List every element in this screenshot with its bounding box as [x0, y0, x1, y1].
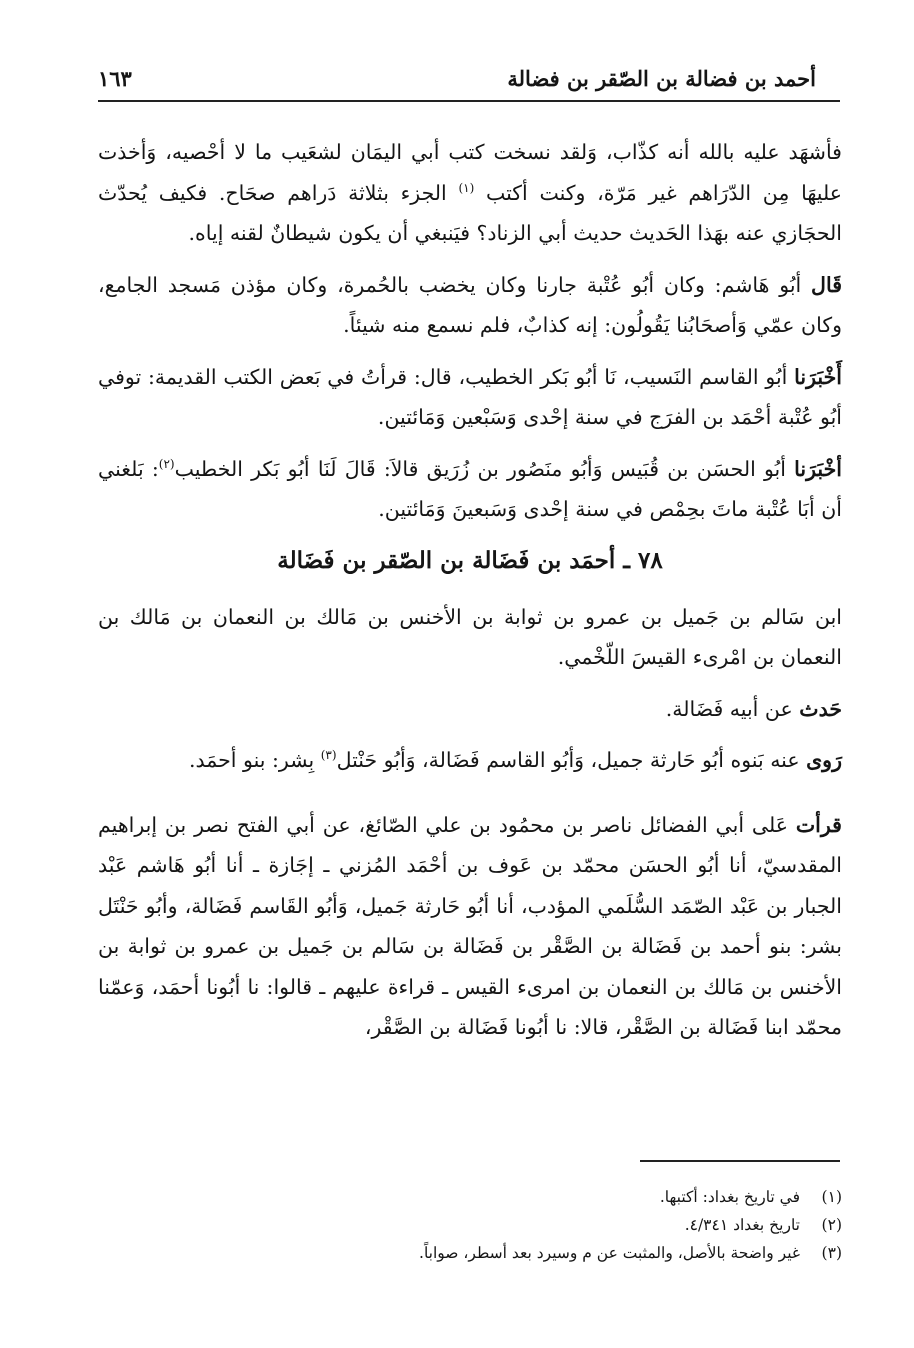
- footnote-number: (٣): [821, 1244, 842, 1262]
- paragraph-text: عنه بَنوه أبُو حَارثة جميل، وَأبُو القاسم فَضَالة، وَأبُو حَنْتل: [336, 748, 800, 772]
- page-header: [98, 66, 816, 100]
- paragraph-8: [98, 805, 842, 1048]
- header-rule: [98, 100, 840, 102]
- paragraph-7: [98, 740, 842, 781]
- paragraph-5: [98, 597, 842, 678]
- paragraph-4: [98, 449, 842, 530]
- footnote: [98, 1239, 842, 1267]
- page-number: ١٦٣: [98, 66, 132, 91]
- footnote-text: في تاريخ بغداد: أكتبها.: [659, 1188, 800, 1206]
- paragraph-lead: حَدث: [799, 696, 842, 721]
- footnote: [98, 1211, 842, 1239]
- paragraph-2: [98, 265, 842, 346]
- paragraph-lead: قَال: [811, 272, 842, 297]
- paragraph-text: عَلى أبي الفضائل ناصر بن محمُود بن علي الصّائغ، عن أبي الفتح نصر بن إبراهيم المقدسيّ، أنا أبُو الحسَن محمّد بن عَوف بن أحْمَد المُزني ـ إجَازة ـ أنا أبُو هَاشم عَبْد الجبار بن عَبْد الصّمَد السُّلَمي المؤدب، أنا أبُو حَارثة جَميل، وَأبُو القَاسم فَضَالة، وأبُو حَنْتَل بشر: بنو أحمد بن فَضَالة بن الصَّقْر بن فَضَالة بن سَالم بن جَميل بن عمرو بن ثوابة بن الأخنس بن مَالك بن النعمان بن امرىء القيس ـ قراءة عليهم ـ قالوا: نا أبُونا أحمَد، وَعمّنا محمّد ابنا فَضَالة بن الصَّقْر، قالا: نا أبُونا فَضَالة بن الصَّقْر،: [98, 812, 842, 1039]
- footnote-number: (٢): [821, 1216, 842, 1234]
- paragraph-text: أبُو القاسم النَسيب، نَا أبُو بَكر الخطيب، قال: قرأتُ في بَعض الكتب القديمة: توفي أبُو عُتْبة أحْمَد بن الفرَج في سنة إحْدى وَسَبْعين وَمَائتين.: [98, 364, 842, 429]
- main-text: [98, 132, 842, 1059]
- paragraph-text: عن أبيه فَضَالة.: [665, 696, 793, 721]
- paragraph-text: أبُو الحسَن بن قُبَيس وَأبُو منَصُور بن زُرَيق قالاَ: قَالَ لَنَا أبُو بَكر الخطيب: [174, 456, 786, 481]
- footnote-ref: (٣): [320, 748, 337, 763]
- running-title: أحمد بن فضالة بن الصّقر بن فضالة: [507, 66, 816, 91]
- footnote-ref: (١): [458, 180, 475, 195]
- footnotes: [98, 1183, 842, 1267]
- footnote-text: تاريخ بغداد ٤/٣٤١.: [684, 1216, 800, 1234]
- paragraph-text: بِشر: بنو أحمَد.: [188, 748, 315, 772]
- footnote-number: (١): [821, 1188, 842, 1206]
- paragraph-text: فأشهَد عليه بالله أنه كذّاب، وَلقد نسخت كتب أبي اليمَان لشعَيب ما لا أحْصيه، وَأخذت عليهَا مِن الدّرَاهم غير مَرّة، وكنت أكتب: [98, 140, 842, 205]
- footnote-ref: (٢): [158, 456, 175, 471]
- footnote: [98, 1183, 842, 1211]
- paragraph-3: [98, 357, 842, 438]
- paragraph-1: [98, 132, 842, 254]
- paragraph-6: [98, 689, 842, 730]
- paragraph-text: الجزء بثلاثة دَراهم صحَاح. فكيف يُحدّث الحجَازي عنه بهَذا الحَديث حديث أبي الزناد؟ فيَنبغي أن يكون شيطانٌ لقنه إياه.: [98, 180, 842, 245]
- paragraph-text: ابن سَالم بن جَميل بن عمرو بن ثوابة بن الأخنس بن مَالك بن النعمان بن مَالك بن النعمان بن امْرىء القيسَ اللّخْمي.: [98, 604, 842, 669]
- paragraph-lead: أَخْبَرَنا: [794, 364, 842, 389]
- paragraph-lead: قرأت: [795, 812, 842, 837]
- entry-title: ٧٨ ـ أحمَد بن فَضَالة بن الصّقر بن فَضَالة: [277, 546, 663, 574]
- paragraph-lead: أخْبَرَنا: [794, 456, 842, 481]
- paragraph-text: : بَلغني أن أبَا عُتْبة ماتَ بحِمْص في سنة إحْدى وَسَبعينَ وَمَائتين.: [98, 456, 842, 521]
- footnote-rule: [640, 1160, 840, 1162]
- footnote-text: غير واضحة بالأصل، والمثبت عن م وسيرد بعد أسطر، صواباً.: [419, 1244, 800, 1262]
- paragraph-text: أبُو هَاشم: وكان أبُو عُتْبة جارنا وكان يخضب بالحُمرة، وكان مؤذن مَسجد الجامع، وكان عمّي وَأصحَابُنا يَقُولُون: إنه كذابٌ، فلم نسمع منه شيئاً.: [98, 272, 842, 337]
- paragraph-lead: رَوى: [806, 748, 842, 772]
